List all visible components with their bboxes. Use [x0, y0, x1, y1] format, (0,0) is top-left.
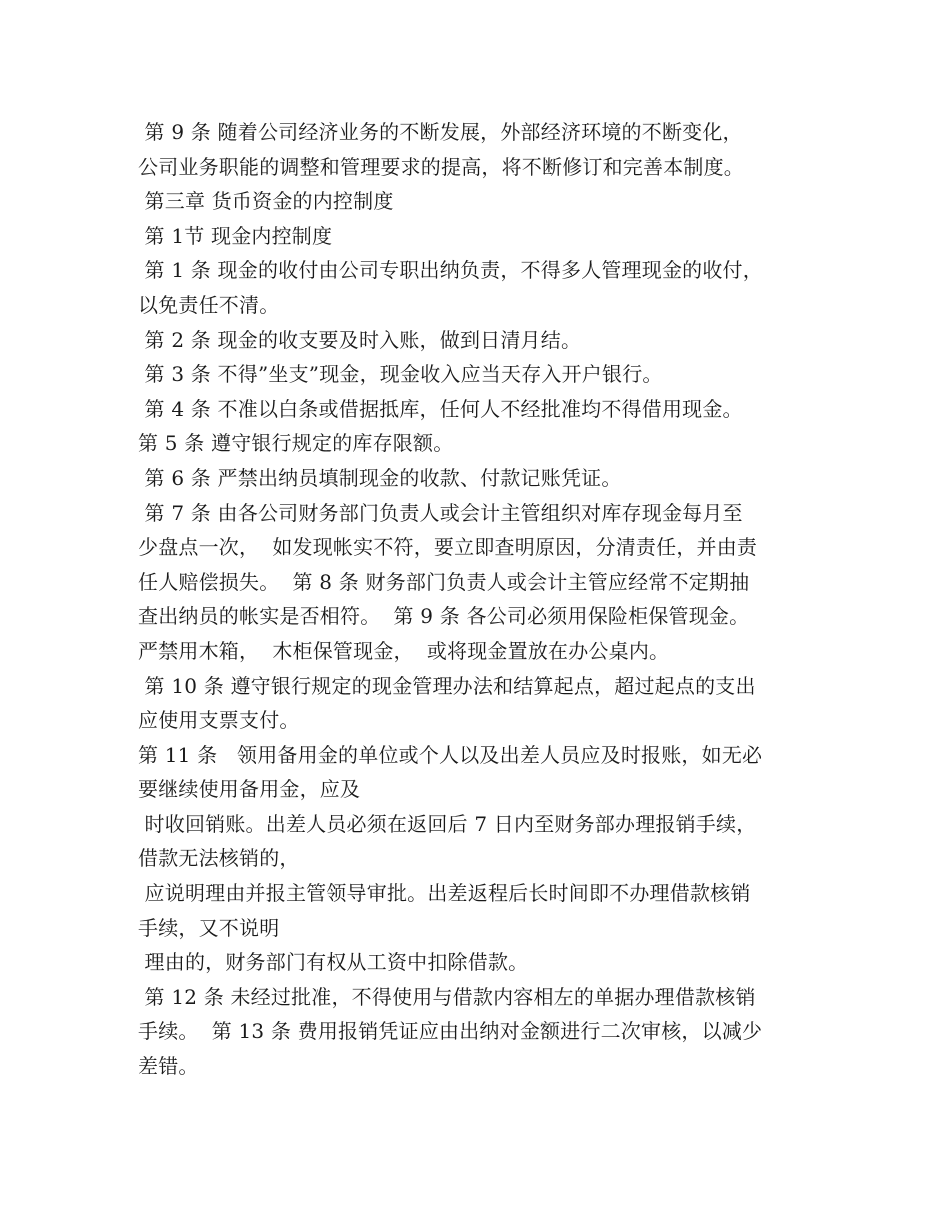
text-line: 第 9 条 随着公司经济业务的不断发展，外部经济环境的不断变化，	[138, 120, 743, 144]
text-line: 查出纳员的帐实是否相符。 第 9 条 各公司必须用保险柜保管现金。	[138, 604, 750, 629]
text-line: 要继续使用备用金，应及	[138, 777, 361, 802]
text-line: 应使用支票支付。	[138, 708, 300, 733]
text-line: 理由的，财务部门有权从工资中扣除借款。	[138, 950, 529, 975]
text-line: 借款无法核销的，	[138, 846, 300, 871]
text-line: 第 3 条 不得”坐支”现金，现金收入应当天存入开户银行。	[138, 362, 663, 387]
text-line: 时收回销账。出差人员必须在返回后 7 日内至财务部办理报销手续，	[138, 811, 757, 836]
text-line: 第 12 条 未经过批准，不得使用与借款内容相左的单据办理借款核销	[138, 984, 756, 1009]
text-line: 差错。	[138, 1054, 199, 1079]
text-line: 第 1 条 现金的收付由公司专职出纳负责，不得多人管理现金的收付，	[138, 258, 763, 283]
text-line: 少盘点一次， 如发现帐实不符，要立即查明原因，分清责任，并由责	[138, 535, 758, 560]
text-line: 第 10 条 遵守银行规定的现金管理办法和结算起点，超过起点的支出	[138, 673, 756, 698]
text-line: 公司业务职能的调整和管理要求的提高，将不断修订和完善本制度。	[138, 154, 744, 179]
text-line: 任人赔偿损失。 第 8 条 财务部门负责人或会计主管应经常不定期抽	[138, 569, 750, 594]
text-line: 第 7 条 由各公司财务部门负责人或会计主管组织对库存现金每月至	[138, 500, 743, 525]
chapter-heading: 第三章 货币资金的内控制度	[138, 189, 394, 214]
text-line: 应说明理由并报主管领导审批。出差返程后长时间即不办理借款核销	[138, 881, 751, 906]
text-line: 第 5 条 遵守银行规定的库存限额。	[138, 431, 454, 456]
text-line: 手续，又不说明	[138, 915, 280, 940]
text-line: 以免责任不清。	[138, 292, 280, 317]
text-line: 第 2 条 现金的收支要及时入账，做到日清月结。	[138, 327, 582, 352]
text-line: 手续。 第 13 条 费用报销凭证应由出纳对金额进行二次审核，以减少	[138, 1019, 763, 1044]
document-body	[138, 115, 828, 1084]
text-line: 第 6 条 严禁出纳员填制现金的收款、付款记账凭证。	[138, 465, 622, 490]
text-line: 第 11 条 领用备用金的单位或个人以及出差人员应及时报账，如无必	[138, 742, 763, 767]
text-line: 第 4 条 不准以白条或借据抵库，任何人不经批准均不得借用现金。	[138, 396, 743, 421]
text-line: 严禁用木箱， 木柜保管现金， 或将现金置放在办公桌内。	[138, 638, 670, 663]
section-heading: 第 1节 现金内控制度	[138, 223, 333, 248]
